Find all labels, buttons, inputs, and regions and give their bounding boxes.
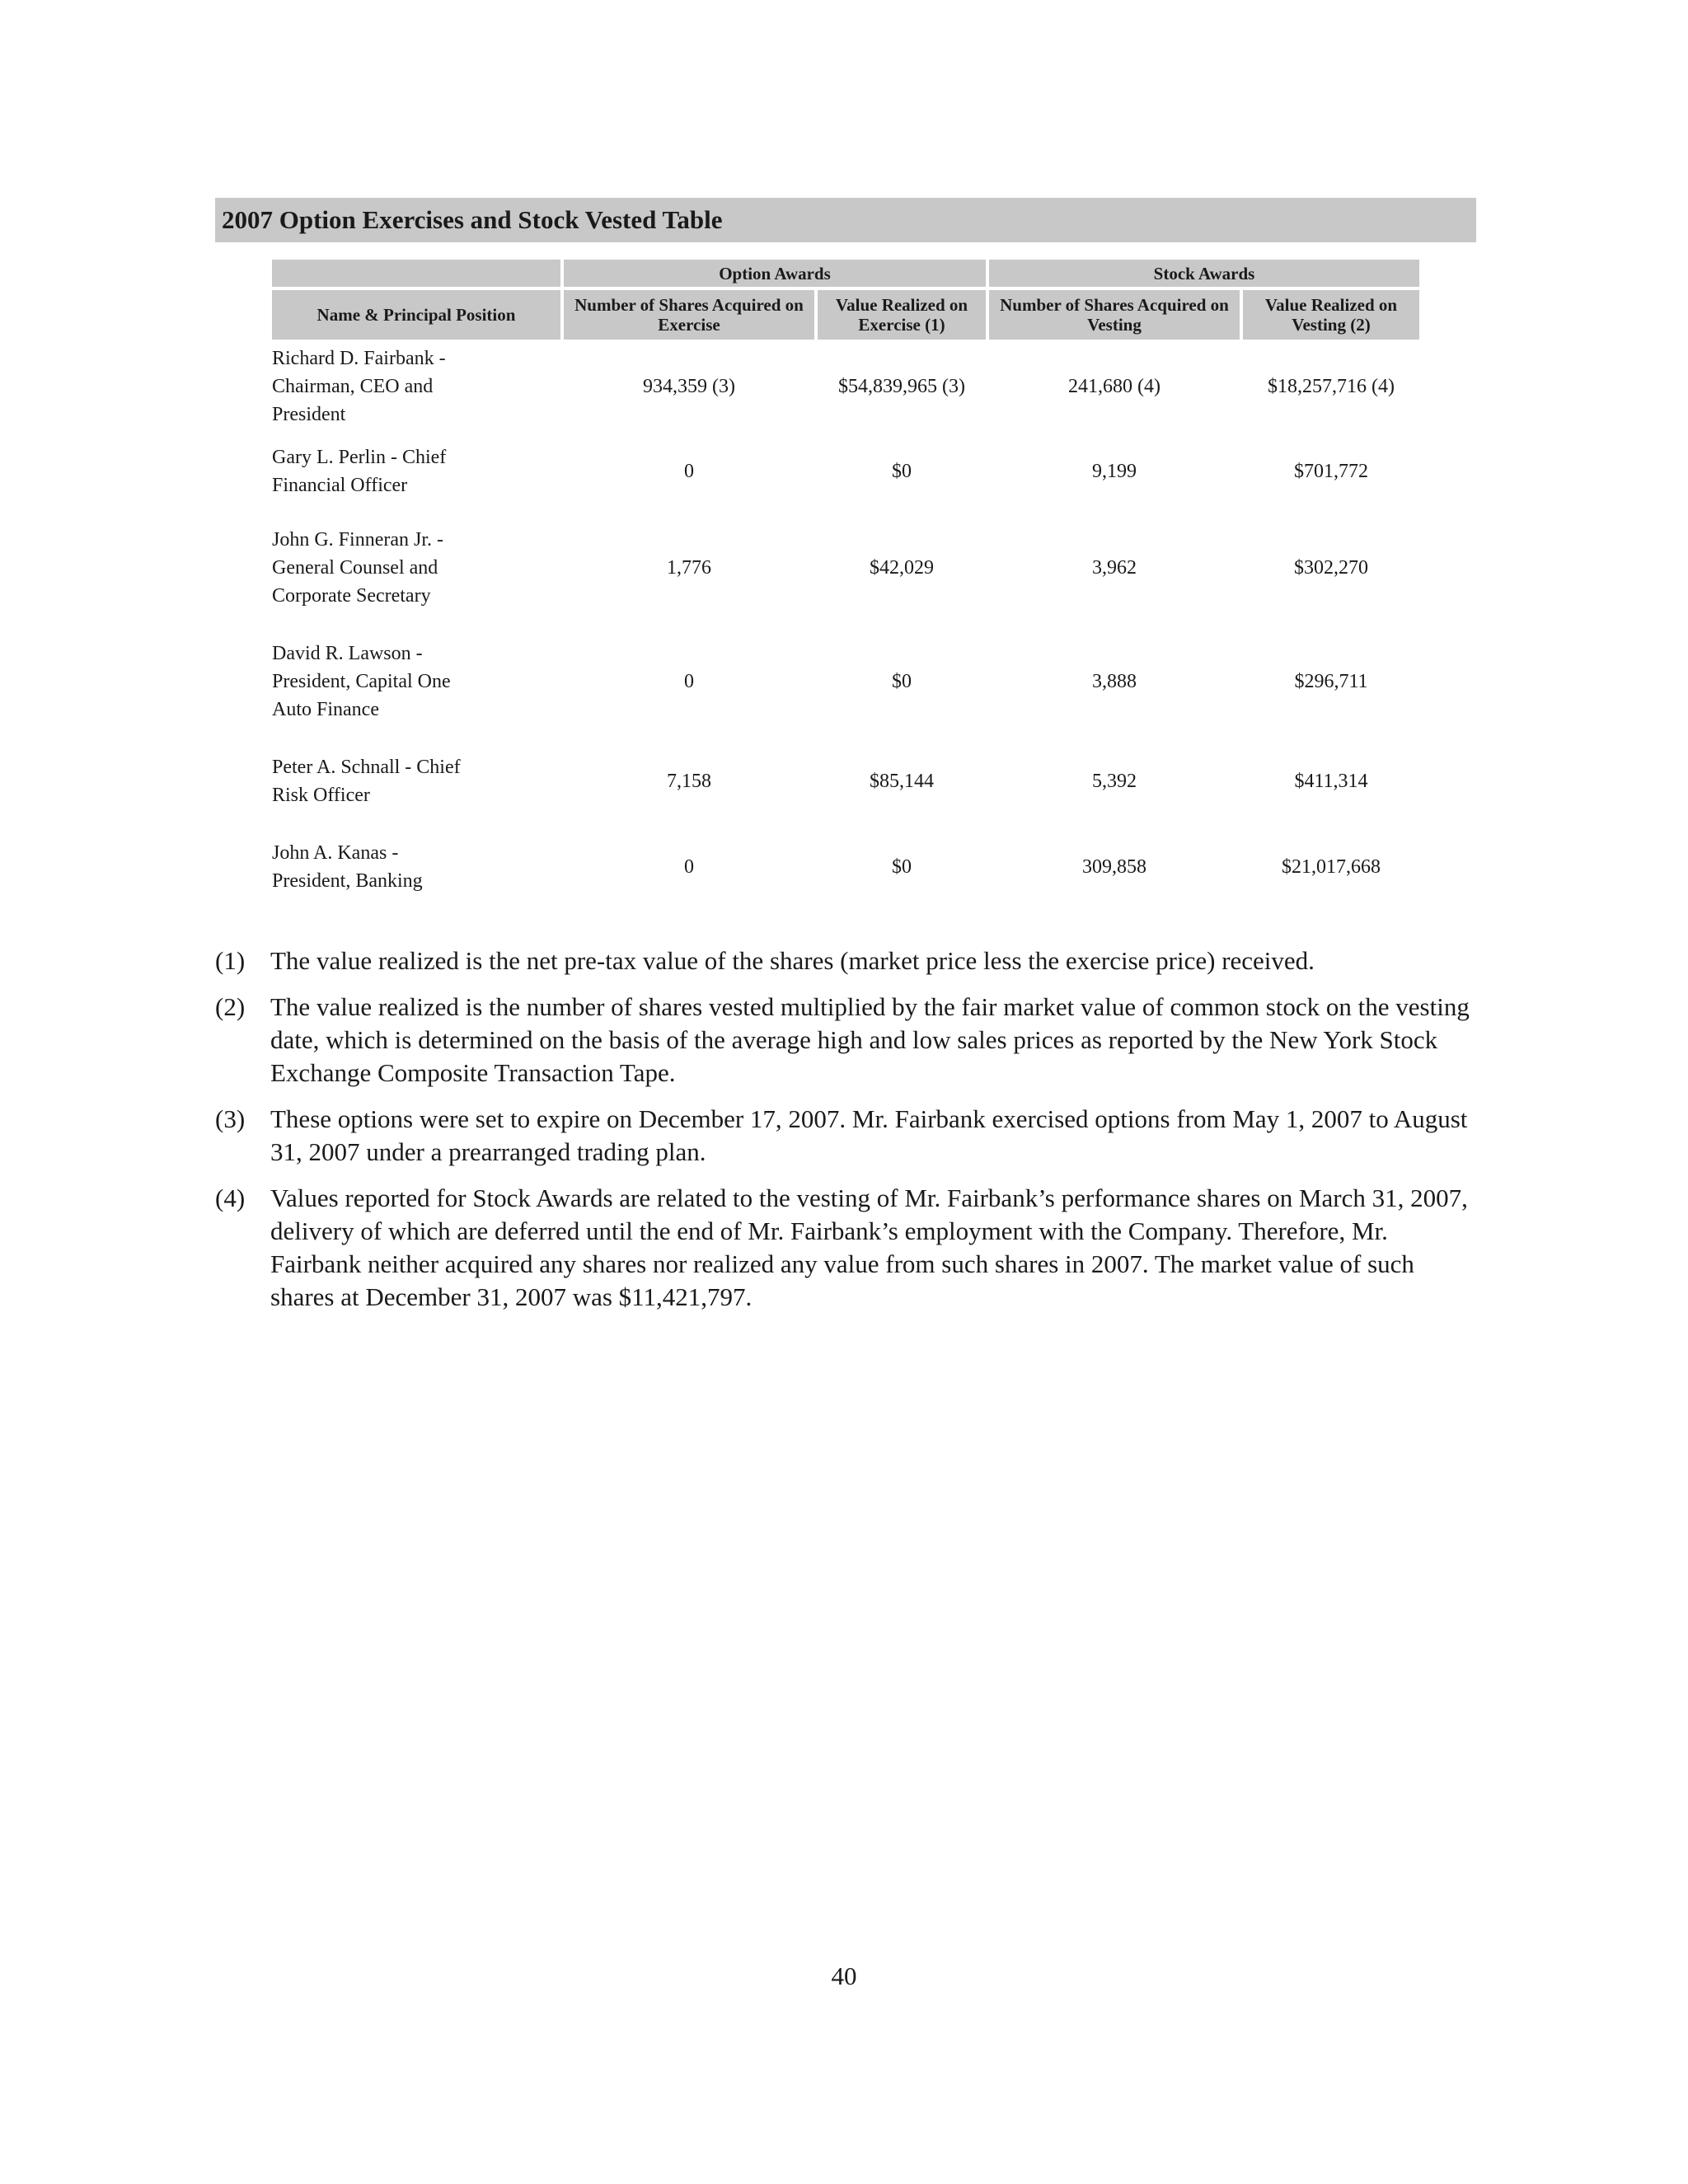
name-line: President <box>272 404 346 425</box>
footnote-text: Values reported for Stock Awards are related to the vesting of Mr. Fairbank’s performance shares on March 31, 2007, delivery of which are deferred until the end of Mr. Fairbank’s employment with the Company. Therefore, Mr. Fairbank neither acquired any shares nor realized any value from such shares in 2007. The market value of such shares at December 31, 2007 was $11,421,797. <box>270 1183 1468 1311</box>
group-header-blank <box>272 260 560 287</box>
cell-option-shares: 0 <box>684 856 694 878</box>
cell-name <box>272 513 560 623</box>
name-line: David R. Lawson - <box>272 643 423 664</box>
footnote <box>215 1103 1484 1169</box>
cell-stock-shares: 3,962 <box>1092 557 1137 579</box>
cell-option-shares: 0 <box>684 671 694 692</box>
cell-stock-shares: 241,680 (4) <box>1068 376 1160 397</box>
column-header-name: Name & Principal Position <box>272 290 560 340</box>
table-row <box>272 826 1419 908</box>
group-header-row <box>272 260 1419 287</box>
footnote <box>215 944 1484 977</box>
section-title: 2007 Option Exercises and Stock Vested Table <box>222 205 723 234</box>
cell-name <box>272 740 560 823</box>
column-header-stock-shares: Number of Shares Acquired on Vesting <box>989 290 1240 340</box>
footnote <box>215 991 1484 1090</box>
column-header-row <box>272 290 1419 340</box>
table-row <box>272 626 1419 737</box>
footnote-marker: (2) <box>215 992 246 1021</box>
cell-stock-value: $302,270 <box>1294 557 1368 579</box>
option-exercises-table <box>269 256 1423 912</box>
name-line: Peter A. Schnall - Chief <box>272 757 461 778</box>
column-header-option-value: Value Realized on Exercise (1) <box>818 290 986 340</box>
footnote-text: These options were set to expire on December 17, 2007. Mr. Fairbank exercised options from May 1, 2007 to August 31, 2007 under a prearranged trading plan. <box>270 1104 1468 1166</box>
footnote-text: The value realized is the number of shares vested multiplied by the fair market value of common stock on the vesting date, which is determined on the basis of the average high and low sales prices as reported by the New York Stock Exchange Composite Transaction Tape. <box>270 992 1470 1087</box>
cell-stock-value: $411,314 <box>1294 771 1368 792</box>
cell-name <box>272 626 560 737</box>
cell-option-value: $0 <box>892 856 912 878</box>
cell-option-shares: 0 <box>684 461 694 482</box>
name-line: General Counsel and <box>272 557 438 579</box>
cell-name <box>272 343 560 430</box>
table-row <box>272 513 1419 623</box>
cell-stock-shares: 5,392 <box>1092 771 1137 792</box>
name-line: John G. Finneran Jr. - <box>272 529 443 551</box>
name-line: Auto Finance <box>272 699 379 720</box>
cell-stock-value: $296,711 <box>1294 671 1368 692</box>
cell-option-value: $54,839,965 (3) <box>838 376 965 397</box>
cell-option-shares: 934,359 (3) <box>643 376 735 397</box>
cell-option-shares: 7,158 <box>667 771 711 792</box>
name-line: Financial Officer <box>272 475 408 496</box>
cell-stock-shares: 3,888 <box>1092 671 1137 692</box>
cell-option-shares: 1,776 <box>667 557 711 579</box>
group-header-stock-awards: Stock Awards <box>989 260 1419 287</box>
footnote-marker: (3) <box>215 1104 246 1133</box>
name-line: President, Capital One <box>272 671 451 692</box>
cell-option-value: $0 <box>892 671 912 692</box>
cell-stock-value: $21,017,668 <box>1282 856 1381 878</box>
footnote-marker: (1) <box>215 946 246 975</box>
cell-stock-value: $701,772 <box>1294 461 1368 482</box>
name-line: Chairman, CEO and <box>272 376 434 397</box>
name-line: Gary L. Perlin - Chief <box>272 447 447 468</box>
name-line: Richard D. Fairbank - <box>272 348 446 369</box>
footnotes <box>215 944 1484 1327</box>
table-row <box>272 740 1419 823</box>
section-title-bar <box>215 198 1476 242</box>
cell-stock-value: $18,257,716 (4) <box>1268 376 1395 397</box>
cell-stock-shares: 9,199 <box>1092 461 1137 482</box>
footnote-marker: (4) <box>215 1183 246 1212</box>
footnote-text: The value realized is the net pre-tax value of the shares (market price less the exercise price) received. <box>270 946 1315 975</box>
cell-option-value: $42,029 <box>870 557 934 579</box>
cell-option-value: $85,144 <box>870 771 934 792</box>
name-line: John A. Kanas - <box>272 842 399 864</box>
page-number: 40 <box>831 1961 857 1990</box>
name-line: Corporate Secretary <box>272 585 431 607</box>
table-row <box>272 434 1419 509</box>
cell-stock-shares: 309,858 <box>1082 856 1146 878</box>
name-line: President, Banking <box>272 870 423 892</box>
column-header-option-shares: Number of Shares Acquired on Exercise <box>564 290 814 340</box>
table-row <box>272 343 1419 430</box>
footnote <box>215 1182 1484 1314</box>
cell-name <box>272 826 560 908</box>
name-line: Risk Officer <box>272 785 370 806</box>
column-header-stock-value: Value Realized on Vesting (2) <box>1243 290 1419 340</box>
cell-option-value: $0 <box>892 461 912 482</box>
group-header-option-awards: Option Awards <box>564 260 986 287</box>
cell-name <box>272 434 560 509</box>
